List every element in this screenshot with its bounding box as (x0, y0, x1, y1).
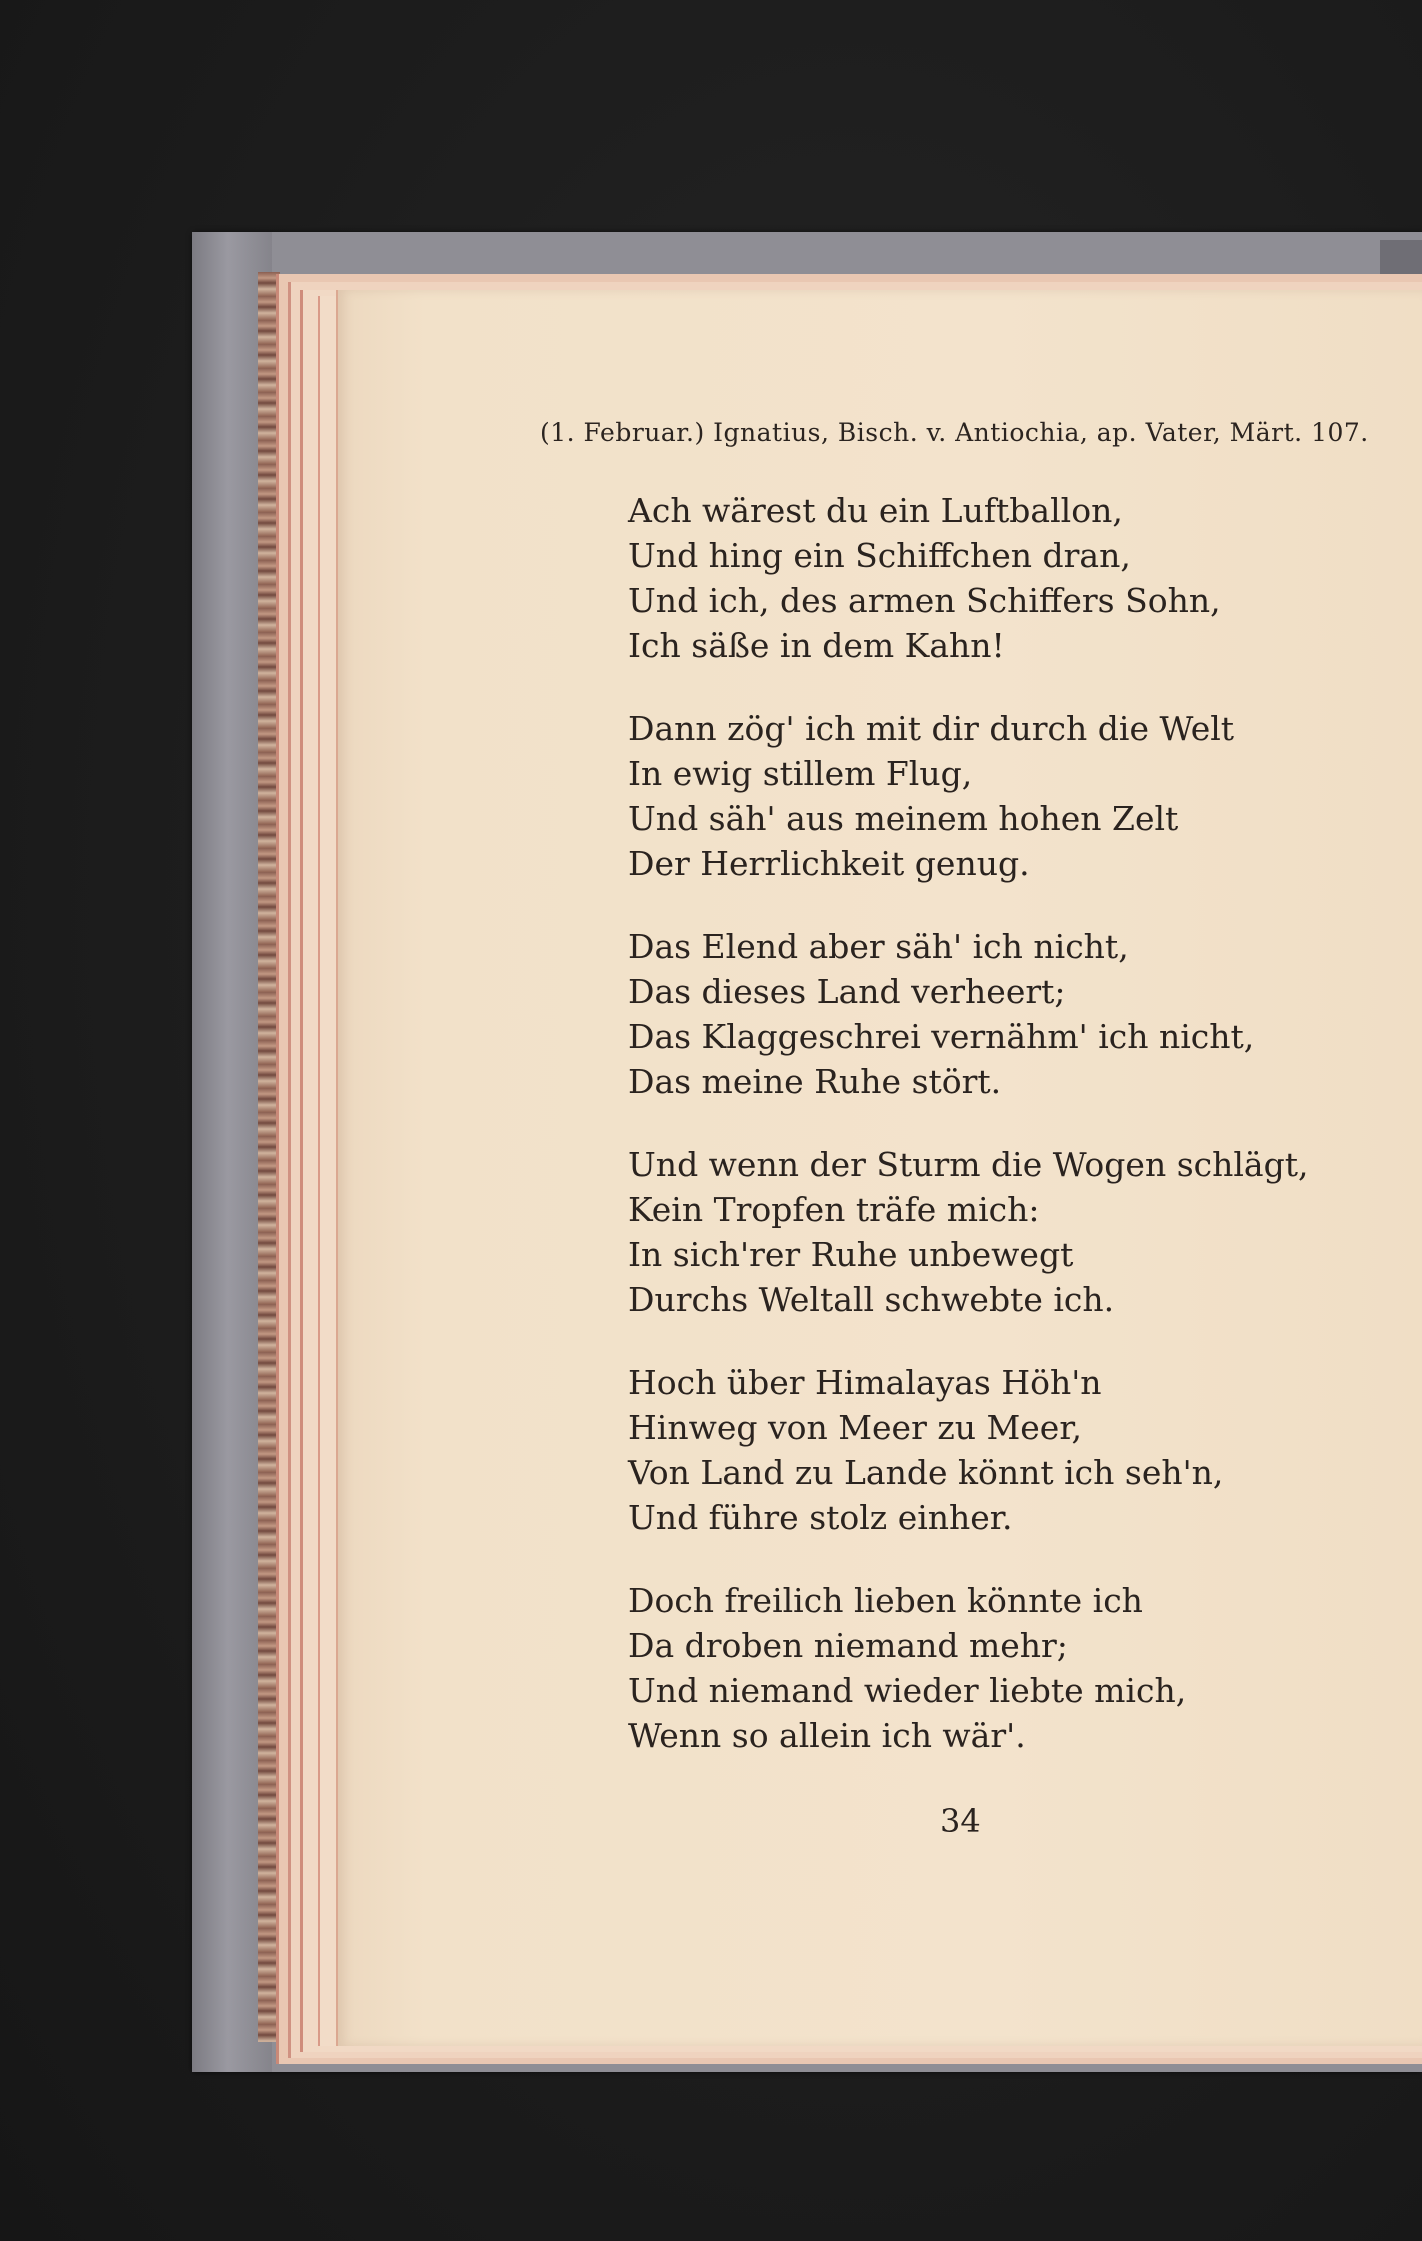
poem-line: Durchs Weltall schwebte ich. (628, 1280, 1115, 1319)
poem-line: Der Herrlichkeit genug. (628, 844, 1030, 883)
poem-line: Das meine Ruhe stört. (628, 1062, 1002, 1101)
poem-line: Dann zög' ich mit dir durch die Welt (628, 709, 1235, 748)
poem-line: Und führe stolz einher. (628, 1498, 1013, 1537)
poem-line: Das Elend aber säh' ich nicht, (628, 927, 1129, 966)
stanza-5 (628, 1360, 1368, 1540)
poem-line: Kein Tropfen träfe mich: (628, 1190, 1040, 1229)
poem-line: In sich'rer Ruhe unbewegt (628, 1235, 1074, 1274)
running-head: (1. Februar.) Ignatius, Bisch. v. Antiochia, ap. Vater, Märt. 107. (540, 418, 1369, 447)
poem-line: Und wenn der Sturm die Wogen schlägt, (628, 1145, 1309, 1184)
stanza-4 (628, 1142, 1368, 1322)
poem-line: Das Klaggeschrei vernähm' ich nicht, (628, 1017, 1255, 1056)
poem-line: Und hing ein Schiffchen dran, (628, 536, 1131, 575)
poem (628, 488, 1368, 1796)
stanza-3 (628, 924, 1368, 1104)
poem-line: Und ich, des armen Schiffers Sohn, (628, 581, 1221, 620)
page-number: 34 (940, 1802, 981, 1840)
stanza-6 (628, 1578, 1368, 1758)
poem-line: Ach wärest du ein Luftballon, (628, 491, 1123, 530)
poem-line: Doch freilich lieben könnte ich (628, 1581, 1143, 1620)
poem-line: In ewig stillem Flug, (628, 754, 973, 793)
poem-line: Von Land zu Lande könnt ich seh'n, (628, 1453, 1224, 1492)
poem-line: Wenn so allein ich wär'. (628, 1716, 1026, 1755)
poem-line: Hinweg von Meer zu Meer, (628, 1408, 1082, 1447)
poem-line: Und säh' aus meinem hohen Zelt (628, 799, 1179, 838)
poem-line: Das dieses Land verheert; (628, 972, 1066, 1011)
poem-line: Ich säße in dem Kahn! (628, 626, 1005, 665)
stanza-2 (628, 706, 1368, 886)
poem-line: Da droben niemand mehr; (628, 1626, 1068, 1665)
poem-line: Und niemand wieder liebte mich, (628, 1671, 1187, 1710)
stanza-1 (628, 488, 1368, 668)
poem-line: Hoch über Himalayas Höh'n (628, 1363, 1102, 1402)
